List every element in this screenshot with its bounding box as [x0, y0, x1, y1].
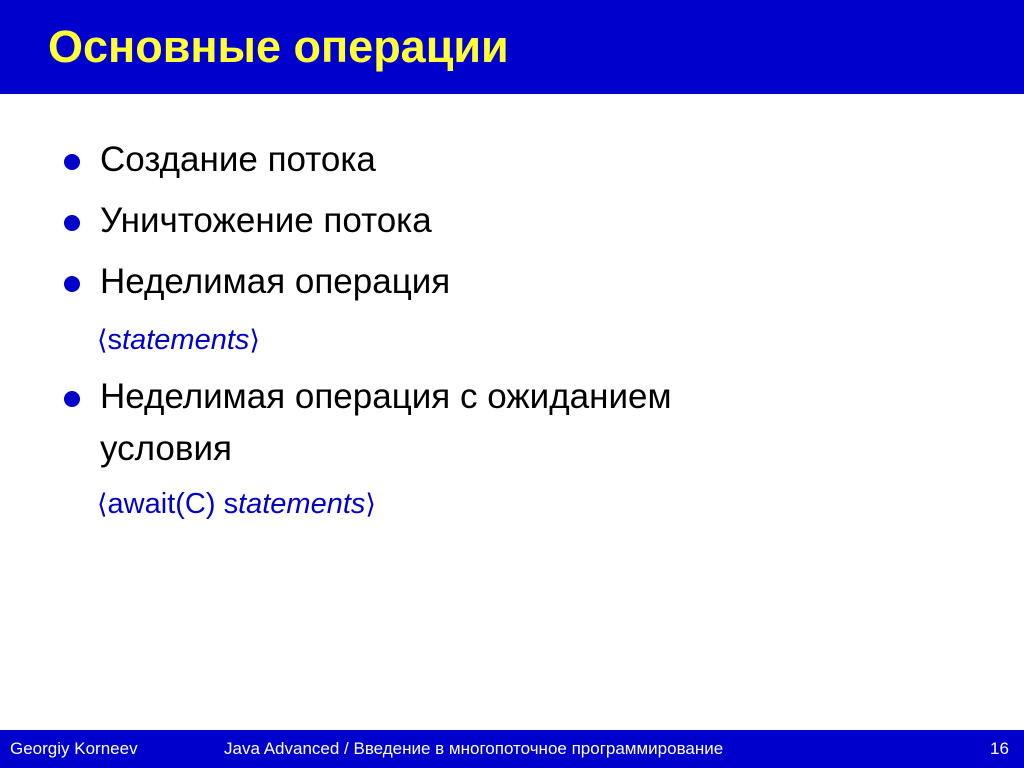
- angle-close-glyph: ⟩: [365, 489, 376, 520]
- footer-author: Georgiy Korneev: [10, 739, 138, 758]
- statements-keyword-start: s: [223, 488, 239, 520]
- angle-open-glyph: ⟨: [97, 325, 108, 356]
- await-condition: await(C): [107, 488, 224, 520]
- angle-close-glyph: ⟩: [249, 325, 260, 356]
- footer-bar: [0, 730, 1024, 768]
- atomic-statement-code: [97, 322, 260, 359]
- footer-course-title: Java Advanced / Введение в многопоточное программирование: [224, 739, 724, 758]
- bullet-text-line2: условия: [100, 429, 232, 468]
- await-statement-code: [97, 486, 376, 523]
- bullet-dot-icon: [64, 391, 80, 407]
- angle-open-glyph: ⟨: [97, 489, 108, 520]
- bullet-dot-icon: [64, 154, 80, 170]
- bullet-text: Неделимая операция: [100, 262, 451, 301]
- statements-keyword-rest: tatements: [122, 324, 250, 356]
- bullet-dot-icon: [64, 276, 80, 292]
- statements-keyword-start: s: [107, 324, 123, 356]
- statements-keyword-rest: tatements: [238, 488, 366, 520]
- bullet-text: Уничтожение потока: [100, 201, 432, 240]
- bullet-text: Создание потока: [100, 140, 376, 179]
- bullet-dot-icon: [64, 215, 80, 231]
- bullet-text-line1: Неделимая операция с ожиданием: [100, 377, 672, 416]
- slide-title: Основные операции: [48, 21, 509, 72]
- footer-page-number: 16: [990, 739, 1009, 758]
